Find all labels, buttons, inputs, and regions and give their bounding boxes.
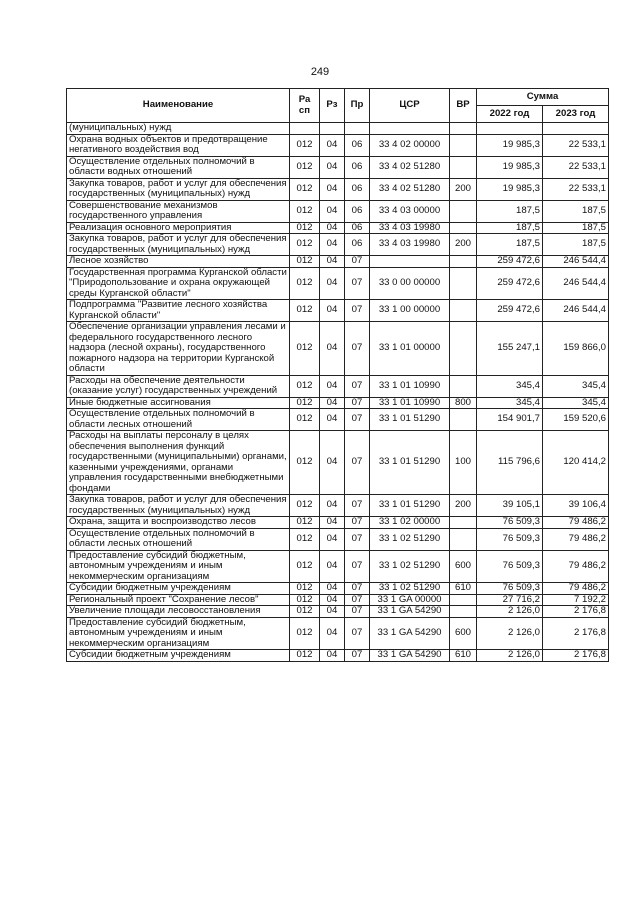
rz-cell: 04 [320, 397, 345, 409]
csr-cell: 33 1 02 51290 [370, 528, 450, 550]
name-cell: Государственная программа Курганской области "Природопользование и охрана окружающей среды Курганской области" [67, 267, 290, 300]
rz-cell [320, 123, 345, 135]
rz-cell: 04 [320, 495, 345, 517]
header-vr: ВР [450, 89, 477, 123]
name-cell: Осуществление отдельных полномочий в области лесных отношений [67, 409, 290, 431]
sum-2022-cell: 2 126,0 [477, 650, 543, 662]
rasp-cell: 012 [290, 134, 320, 156]
pr-cell: 07 [345, 256, 370, 268]
name-cell: Реализация основного мероприятия [67, 222, 290, 234]
pr-cell: 07 [345, 267, 370, 300]
sum-2022-cell: 19 985,3 [477, 156, 543, 178]
csr-cell: 33 1 GA 00000 [370, 594, 450, 606]
csr-cell: 33 1 GA 54290 [370, 617, 450, 650]
header-csr: ЦСР [370, 89, 450, 123]
pr-cell: 06 [345, 222, 370, 234]
vr-cell [450, 222, 477, 234]
pr-cell: 07 [345, 375, 370, 397]
sum-2023-cell: 79 486,2 [543, 517, 609, 529]
sum-2022-cell: 155 247,1 [477, 322, 543, 376]
table-row [67, 528, 609, 550]
csr-cell: 33 1 01 10990 [370, 397, 450, 409]
vr-cell [450, 606, 477, 618]
csr-cell: 33 1 01 10990 [370, 375, 450, 397]
table-row [67, 375, 609, 397]
name-cell: Закупка товаров, работ и услуг для обеспечения государственных (муниципальных) нужд [67, 234, 290, 256]
vr-cell: 100 [450, 431, 477, 495]
budget-table [66, 88, 609, 662]
rasp-cell [290, 123, 320, 135]
header-pr: Пр [345, 89, 370, 123]
table-row [67, 550, 609, 583]
sum-2022-cell: 115 796,6 [477, 431, 543, 495]
rasp-cell: 012 [290, 495, 320, 517]
rz-cell: 04 [320, 256, 345, 268]
header-name: Наименование [67, 89, 290, 123]
rasp-cell: 012 [290, 200, 320, 222]
sum-2023-cell: 22 533,1 [543, 178, 609, 200]
csr-cell: 33 1 02 51290 [370, 550, 450, 583]
rz-cell: 04 [320, 528, 345, 550]
name-cell: Иные бюджетные ассигнования [67, 397, 290, 409]
sum-2023-cell: 39 106,4 [543, 495, 609, 517]
rasp-cell: 012 [290, 256, 320, 268]
header-rz: Рз [320, 89, 345, 123]
name-cell: Расходы на обеспечение деятельности (оказание услуг) государственных учреждений [67, 375, 290, 397]
csr-cell: 33 1 01 51290 [370, 495, 450, 517]
rasp-cell: 012 [290, 409, 320, 431]
table-row [67, 200, 609, 222]
sum-2022-cell: 39 105,1 [477, 495, 543, 517]
name-cell: Подпрограмма "Развитие лесного хозяйства Курганской области" [67, 300, 290, 322]
sum-2023-cell: 79 486,2 [543, 550, 609, 583]
table-row [67, 517, 609, 529]
vr-cell: 600 [450, 617, 477, 650]
table-body [67, 123, 609, 662]
csr-cell: 33 4 02 51280 [370, 178, 450, 200]
rz-cell: 04 [320, 234, 345, 256]
sum-2023-cell: 79 486,2 [543, 583, 609, 595]
pr-cell: 06 [345, 156, 370, 178]
sum-2023-cell: 2 176,8 [543, 617, 609, 650]
table-row [67, 134, 609, 156]
name-cell: (муниципальных) нужд [67, 123, 290, 135]
csr-cell: 33 1 01 51290 [370, 409, 450, 431]
rz-cell: 04 [320, 200, 345, 222]
csr-cell: 33 1 00 00000 [370, 300, 450, 322]
rasp-cell: 012 [290, 178, 320, 200]
rasp-cell: 012 [290, 222, 320, 234]
csr-cell: 33 4 03 19980 [370, 222, 450, 234]
table-row [67, 583, 609, 595]
pr-cell: 07 [345, 617, 370, 650]
rasp-cell: 012 [290, 650, 320, 662]
vr-cell [450, 594, 477, 606]
csr-cell [370, 256, 450, 268]
pr-cell: 07 [345, 431, 370, 495]
rz-cell: 04 [320, 267, 345, 300]
name-cell: Охрана водных объектов и предотвращение негативного воздействия вод [67, 134, 290, 156]
sum-2023-cell: 2 176,8 [543, 606, 609, 618]
table-row [67, 594, 609, 606]
sum-2022-cell: 2 126,0 [477, 606, 543, 618]
sum-2022-cell: 259 472,6 [477, 256, 543, 268]
rasp-cell: 012 [290, 375, 320, 397]
table-row [67, 495, 609, 517]
rz-cell: 04 [320, 300, 345, 322]
vr-cell [450, 322, 477, 376]
name-cell: Осуществление отдельных полномочий в области лесных отношений [67, 528, 290, 550]
pr-cell: 06 [345, 200, 370, 222]
rasp-cell: 012 [290, 617, 320, 650]
name-cell: Предоставление субсидий бюджетным, автономным учреждениям и иным некоммерческим организациям [67, 550, 290, 583]
name-cell: Субсидии бюджетным учреждениям [67, 650, 290, 662]
pr-cell: 06 [345, 134, 370, 156]
pr-cell: 07 [345, 583, 370, 595]
sum-2023-cell: 7 192,2 [543, 594, 609, 606]
table-row [67, 650, 609, 662]
header-year-2023: 2023 год [543, 106, 609, 123]
sum-2023-cell: 345,4 [543, 397, 609, 409]
sum-2023-cell: 2 176,8 [543, 650, 609, 662]
sum-2022-cell: 187,5 [477, 222, 543, 234]
name-cell: Закупка товаров, работ и услуг для обеспечения государственных (муниципальных) нужд [67, 178, 290, 200]
sum-2022-cell: 19 985,3 [477, 134, 543, 156]
rz-cell: 04 [320, 375, 345, 397]
csr-cell: 33 1 01 00000 [370, 322, 450, 376]
sum-2023-cell: 22 533,1 [543, 134, 609, 156]
table-row [67, 267, 609, 300]
rasp-cell: 012 [290, 550, 320, 583]
pr-cell: 07 [345, 528, 370, 550]
rasp-cell: 012 [290, 431, 320, 495]
sum-2023-cell [543, 123, 609, 135]
sum-2022-cell: 76 509,3 [477, 550, 543, 583]
rasp-cell: 012 [290, 594, 320, 606]
rz-cell: 04 [320, 550, 345, 583]
rz-cell: 04 [320, 617, 345, 650]
csr-cell: 33 4 03 19980 [370, 234, 450, 256]
table-row [67, 606, 609, 618]
table-row [67, 409, 609, 431]
pr-cell: 07 [345, 594, 370, 606]
sum-2022-cell: 76 509,3 [477, 517, 543, 529]
pr-cell: 07 [345, 550, 370, 583]
sum-2022-cell: 154 901,7 [477, 409, 543, 431]
vr-cell [450, 528, 477, 550]
pr-cell: 07 [345, 495, 370, 517]
sum-2022-cell: 2 126,0 [477, 617, 543, 650]
sum-2023-cell: 187,5 [543, 200, 609, 222]
name-cell: Совершенствование механизмов государственного управления [67, 200, 290, 222]
vr-cell [450, 267, 477, 300]
name-cell: Увеличение площади лесовосстановления [67, 606, 290, 618]
table-row [67, 123, 609, 135]
table-row [67, 431, 609, 495]
pr-cell: 07 [345, 322, 370, 376]
sum-2022-cell: 187,5 [477, 200, 543, 222]
rasp-cell: 012 [290, 322, 320, 376]
rasp-cell: 012 [290, 517, 320, 529]
pr-cell: 06 [345, 234, 370, 256]
vr-cell [450, 300, 477, 322]
sum-2022-cell: 345,4 [477, 397, 543, 409]
csr-cell: 33 0 00 00000 [370, 267, 450, 300]
pr-cell: 07 [345, 517, 370, 529]
sum-2023-cell: 79 486,2 [543, 528, 609, 550]
name-cell: Лесное хозяйство [67, 256, 290, 268]
sum-2023-cell: 120 414,2 [543, 431, 609, 495]
sum-2022-cell: 345,4 [477, 375, 543, 397]
vr-cell [450, 517, 477, 529]
rz-cell: 04 [320, 650, 345, 662]
name-cell: Региональный проект "Сохранение лесов" [67, 594, 290, 606]
csr-cell: 33 1 02 00000 [370, 517, 450, 529]
sum-2022-cell: 19 985,3 [477, 178, 543, 200]
sum-2023-cell: 246 544,4 [543, 267, 609, 300]
table-row [67, 256, 609, 268]
vr-cell [450, 156, 477, 178]
sum-2023-cell: 187,5 [543, 222, 609, 234]
sum-2023-cell: 246 544,4 [543, 300, 609, 322]
header-rasp: Ра сп [290, 89, 320, 123]
rz-cell: 04 [320, 178, 345, 200]
vr-cell [450, 134, 477, 156]
rz-cell: 04 [320, 583, 345, 595]
rz-cell: 04 [320, 409, 345, 431]
rz-cell: 04 [320, 322, 345, 376]
name-cell: Расходы на выплаты персоналу в целях обеспечения выполнения функций государственными (муниципальными) органами, казенными учреждениями, органами управления государственными внебюджетными фондами [67, 431, 290, 495]
rz-cell: 04 [320, 431, 345, 495]
table-row [67, 222, 609, 234]
pr-cell: 06 [345, 178, 370, 200]
rasp-cell: 012 [290, 528, 320, 550]
sum-2022-cell: 76 509,3 [477, 583, 543, 595]
rasp-cell: 012 [290, 397, 320, 409]
csr-cell: 33 1 02 51290 [370, 583, 450, 595]
table-row [67, 178, 609, 200]
table-row [67, 156, 609, 178]
sum-2023-cell: 159 866,0 [543, 322, 609, 376]
vr-cell [450, 256, 477, 268]
rasp-cell: 012 [290, 267, 320, 300]
sum-2023-cell: 345,4 [543, 375, 609, 397]
sum-2022-cell: 259 472,6 [477, 300, 543, 322]
rasp-cell: 012 [290, 156, 320, 178]
name-cell: Обеспечение организации управления лесами и федерального государственного лесного надзора (лесной охраны), государственного пожарного надзора на территории Курганской области [67, 322, 290, 376]
sum-2022-cell: 27 716,2 [477, 594, 543, 606]
header-year-2022: 2022 год [477, 106, 543, 123]
vr-cell: 610 [450, 583, 477, 595]
table-row [67, 397, 609, 409]
sum-2022-cell: 76 509,3 [477, 528, 543, 550]
sum-2022-cell [477, 123, 543, 135]
csr-cell: 33 1 01 51290 [370, 431, 450, 495]
rz-cell: 04 [320, 222, 345, 234]
name-cell: Предоставление субсидий бюджетным, автономным учреждениям и иным некоммерческим организациям [67, 617, 290, 650]
csr-cell: 33 1 GA 54290 [370, 650, 450, 662]
pr-cell: 07 [345, 606, 370, 618]
rz-cell: 04 [320, 134, 345, 156]
pr-cell: 07 [345, 409, 370, 431]
page-number: 249 [310, 66, 330, 78]
vr-cell: 600 [450, 550, 477, 583]
vr-cell: 200 [450, 234, 477, 256]
rz-cell: 04 [320, 517, 345, 529]
vr-cell [450, 409, 477, 431]
table-row [67, 322, 609, 376]
sum-2023-cell: 246 544,4 [543, 256, 609, 268]
sum-2023-cell: 22 533,1 [543, 156, 609, 178]
csr-cell: 33 4 03 00000 [370, 200, 450, 222]
rasp-cell: 012 [290, 583, 320, 595]
table-row [67, 300, 609, 322]
table-row [67, 617, 609, 650]
vr-cell: 200 [450, 495, 477, 517]
name-cell: Осуществление отдельных полномочий в области водных отношений [67, 156, 290, 178]
header-sum: Сумма [477, 89, 609, 106]
rz-cell: 04 [320, 606, 345, 618]
pr-cell: 07 [345, 397, 370, 409]
table-row [67, 234, 609, 256]
pr-cell: 07 [345, 300, 370, 322]
csr-cell: 33 4 02 00000 [370, 134, 450, 156]
vr-cell [450, 375, 477, 397]
pr-cell [345, 123, 370, 135]
rz-cell: 04 [320, 594, 345, 606]
csr-cell [370, 123, 450, 135]
name-cell: Субсидии бюджетным учреждениям [67, 583, 290, 595]
rasp-cell: 012 [290, 606, 320, 618]
rasp-cell: 012 [290, 234, 320, 256]
sum-2022-cell: 259 472,6 [477, 267, 543, 300]
csr-cell: 33 1 GA 54290 [370, 606, 450, 618]
rz-cell: 04 [320, 156, 345, 178]
csr-cell: 33 4 02 51280 [370, 156, 450, 178]
sum-2023-cell: 159 520,6 [543, 409, 609, 431]
vr-cell: 200 [450, 178, 477, 200]
vr-cell [450, 200, 477, 222]
vr-cell: 610 [450, 650, 477, 662]
name-cell: Закупка товаров, работ и услуг для обеспечения государственных (муниципальных) нужд [67, 495, 290, 517]
vr-cell: 800 [450, 397, 477, 409]
vr-cell [450, 123, 477, 135]
sum-2023-cell: 187,5 [543, 234, 609, 256]
pr-cell: 07 [345, 650, 370, 662]
name-cell: Охрана, защита и воспроизводство лесов [67, 517, 290, 529]
sum-2022-cell: 187,5 [477, 234, 543, 256]
rasp-cell: 012 [290, 300, 320, 322]
